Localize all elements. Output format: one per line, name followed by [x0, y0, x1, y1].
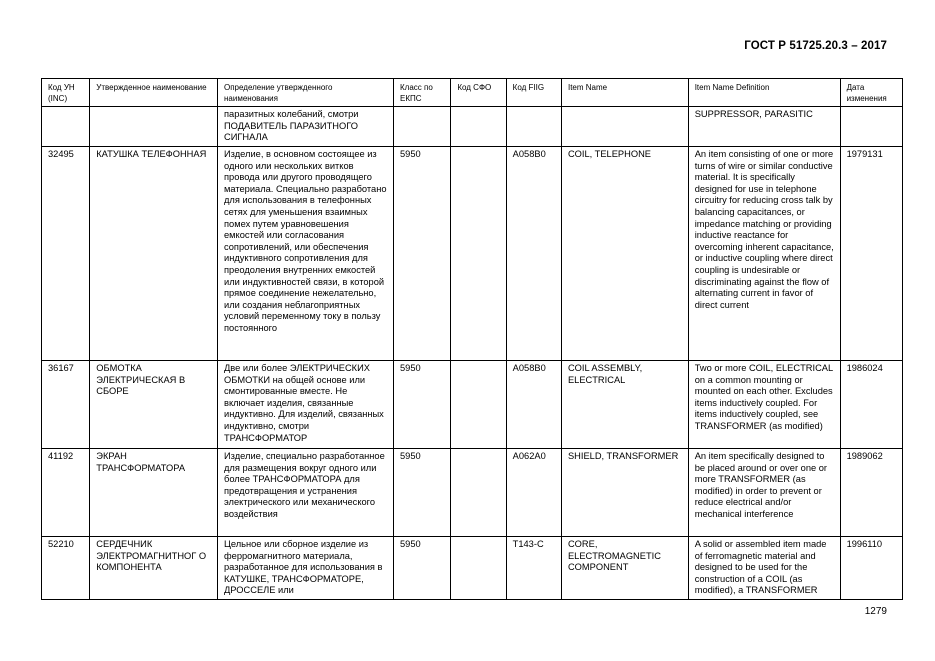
- cell-definition-en: A solid or assembled item made of ferromagnetic material and designed to be used for the construction of a COIL (as modified), a TRANSFORMER: [688, 537, 840, 600]
- cell-class: 5950: [394, 537, 451, 600]
- column-header-definition-en: Item Name Definition: [688, 79, 840, 107]
- cell-item-name: SHIELD, TRANSFORMER: [561, 449, 688, 537]
- cell-date: 1989062: [840, 449, 902, 537]
- cell-fiig: T143-C: [506, 537, 561, 600]
- cell-sfo: [451, 147, 506, 361]
- cell-fiig: A058B0: [506, 361, 561, 449]
- cell-inc: 36167: [42, 361, 90, 449]
- column-header-definition-ru: Определение утвержденного наименования: [218, 79, 394, 107]
- cell-name-ru: ЭКРАН ТРАНСФОРМАТОРА: [90, 449, 218, 537]
- table-row: [42, 147, 903, 361]
- column-header-date: Дата изменения: [840, 79, 902, 107]
- cell-definition-en: An item specifically designed to be placed around or over one or more TRANSFORMER (as modified) in order to prevent or reduce electrical and/or mechanical interference: [688, 449, 840, 537]
- cell-date: 1979131: [840, 147, 902, 361]
- cell-item-name: COIL ASSEMBLY, ELECTRICAL: [561, 361, 688, 449]
- cell-inc: 52210: [42, 537, 90, 600]
- cell-definition-ru: Две или более ЭЛЕКТРИЧЕСКИХ ОБМОТКИ на общей основе или смонтированные вместе. Не включает изделия, связанные индуктивно. Для изделий, связанных индуктивно, смотри ТРАНСФОРМАТОР: [218, 361, 394, 449]
- cell-sfo: [451, 361, 506, 449]
- cell-definition-en: An item consisting of one or more turns of wire or similar conductive material. It is specifically designed for use in telephone circuitry for reducing cross talk by balancing capacitances, or impedance matching or providing inductive reactance for overcoming inherent capacitance, or inductive coupling where direct coupling is undesirable or discriminating against the flow of alternating current in favor of direct current: [688, 147, 840, 361]
- page-number: 1279: [864, 606, 887, 617]
- cell-date: [840, 107, 902, 147]
- table-row: [42, 449, 903, 537]
- cell-fiig: [506, 107, 561, 147]
- cell-fiig: A062A0: [506, 449, 561, 537]
- table-header-row: [42, 79, 903, 107]
- cell-class: [394, 107, 451, 147]
- cell-definition-en: SUPPRESSOR, PARASITIC: [688, 107, 840, 147]
- cell-date: 1996110: [840, 537, 902, 600]
- cell-item-name: COIL, TELEPHONE: [561, 147, 688, 361]
- cell-definition-ru: Изделие, специально разработанное для размещения вокруг одного или более ТРАНСФОРМАТОРА для предотвращения и устранения электрического или механического воздействия: [218, 449, 394, 537]
- cell-name-ru: ОБМОТКА ЭЛЕКТРИЧЕСКАЯ В СБОРЕ: [90, 361, 218, 449]
- cell-item-name: [561, 107, 688, 147]
- column-header-sfo: Код СФО: [451, 79, 506, 107]
- cell-item-name: CORE, ELECTROMAGNETIC COMPONENT: [561, 537, 688, 600]
- column-header-class: Класс по ЕКПС: [394, 79, 451, 107]
- table-row: [42, 537, 903, 600]
- items-table: [41, 78, 903, 600]
- column-header-fiig: Код FIIG: [506, 79, 561, 107]
- cell-class: 5950: [394, 147, 451, 361]
- cell-fiig: A058B0: [506, 147, 561, 361]
- cell-definition-ru: Цельное или сборное изделие из ферромагнитного материала, разработанное для использования в КАТУШКЕ, ТРАНСФОРМАТОРЕ, ДРОССЕЛЕ или: [218, 537, 394, 600]
- cell-definition-ru: паразитных колебаний, смотри ПОДАВИТЕЛЬ ПАРАЗИТНОГО СИГНАЛА: [218, 107, 394, 147]
- cell-sfo: [451, 449, 506, 537]
- document-standard-number: ГОСТ Р 51725.20.3 – 2017: [744, 40, 887, 52]
- table-row: [42, 361, 903, 449]
- cell-inc: [42, 107, 90, 147]
- cell-sfo: [451, 107, 506, 147]
- column-header-inc: Код УН (INC): [42, 79, 90, 107]
- cell-class: 5950: [394, 449, 451, 537]
- cell-name-ru: КАТУШКА ТЕЛЕФОННАЯ: [90, 147, 218, 361]
- column-header-name-ru: Утвержденное наименование: [90, 79, 218, 107]
- cell-name-ru: [90, 107, 218, 147]
- cell-inc: 32495: [42, 147, 90, 361]
- table-row: [42, 107, 903, 147]
- cell-definition-en: Two or more COIL, ELECTRICAL on a common mounting or mounted on each other. Excludes items inductively coupled. For items inductively coupled, see TRANSFORMER (as modified): [688, 361, 840, 449]
- cell-class: 5950: [394, 361, 451, 449]
- cell-sfo: [451, 537, 506, 600]
- cell-date: 1986024: [840, 361, 902, 449]
- column-header-item-name: Item Name: [561, 79, 688, 107]
- cell-name-ru: СЕРДЕЧНИК ЭЛЕКТРОМАГНИТНОГ О КОМПОНЕНТА: [90, 537, 218, 600]
- cell-definition-ru: Изделие, в основном состоящее из одного или нескольких витков провода или другого проводящего материала. Специально разработано для использования в телефонных сетях для уменьшения взаимных помех путем уравновешения емкостей или согласования сопротивлений, или обеспечения индуктивного сопротивления для преодоления внутренних емкостей или индуктивностей связи, в которой прямое соединение нежелательно, или создания неблагоприятных условий переменному току в пользу постоянного: [218, 147, 394, 361]
- cell-inc: 41192: [42, 449, 90, 537]
